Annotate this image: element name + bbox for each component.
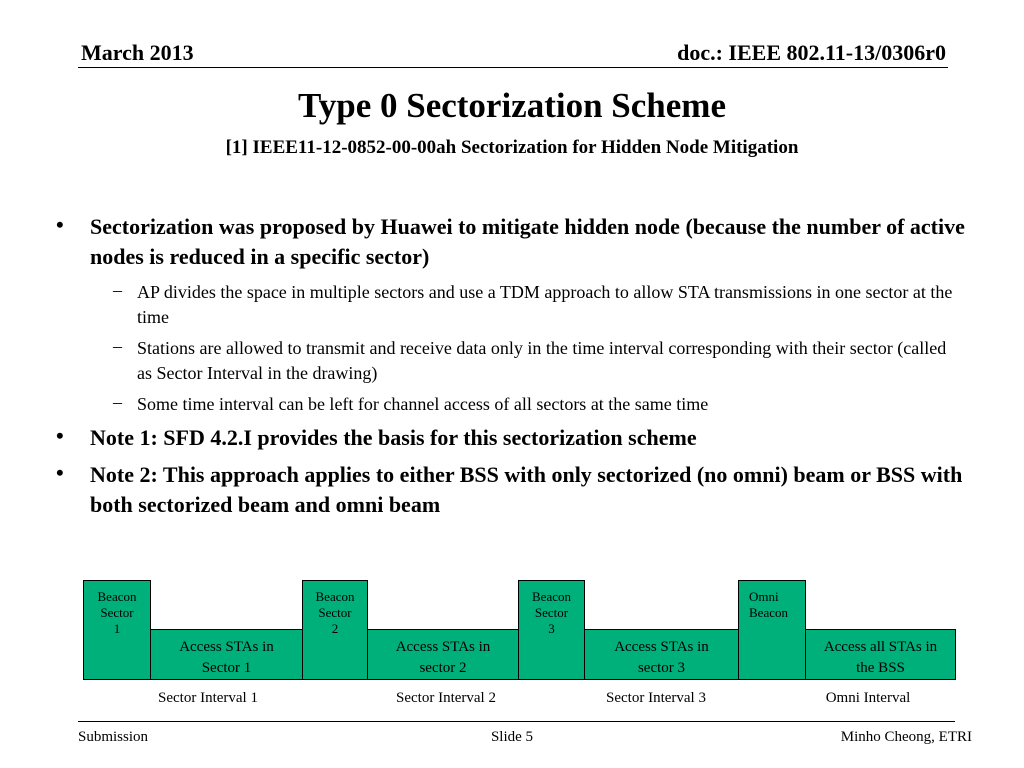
sub-bullet-marker: –: [113, 280, 122, 300]
beacon-label: Beacon: [532, 589, 571, 604]
beacon-label: 3: [548, 621, 555, 636]
access-label: Access all STAs in: [823, 639, 938, 655]
slide-subtitle: [1] IEEE11-12-0852-00-00ah Sectorization for Hidden Node Mitigation: [225, 137, 799, 158]
beacon-label: Beacon: [315, 589, 355, 604]
interval-label: Sector Interval 3: [606, 690, 706, 706]
access-box: [150, 629, 303, 680]
access-label: Sector 1: [201, 660, 252, 676]
beacon-label: Beacon: [749, 605, 788, 620]
beacon-label: Sector: [100, 605, 134, 620]
beacon-box: [302, 580, 368, 680]
access-box: [367, 629, 519, 680]
footer-submission: Submission: [78, 729, 149, 745]
beacon-label: Beacon: [97, 589, 137, 604]
interval-label: Omni Interval: [825, 690, 911, 706]
footer-rule: [78, 721, 955, 722]
sub-bullet-text: Some time interval can be left for channel access of all sectors at the same time: [137, 394, 709, 414]
beacon-box: [83, 580, 151, 680]
sub-bullet-marker: –: [113, 392, 122, 412]
omni-beacon-box: [738, 580, 806, 680]
bullet-marker: •: [56, 460, 64, 485]
access-label: the BSS: [856, 660, 905, 676]
beacon-label: Sector: [318, 605, 352, 620]
access-label: sector 2: [419, 660, 467, 676]
interval-label: Sector Interval 1: [158, 690, 258, 706]
access-box: [805, 629, 956, 680]
bullet-text: Note 2: This approach applies to either BSS with only sectorized (no omni) beam or BSS with both sectorized beam and omni beam: [90, 462, 963, 517]
access-label: Access STAs in: [395, 639, 491, 655]
access-label: Access STAs in: [614, 639, 709, 655]
beacon-label: 2: [331, 621, 339, 636]
bullet-text: Sectorization was proposed by Huawei to mitigate hidden node (because the number of active nodes is reduced in a specific sector): [90, 214, 965, 269]
beacon-label: Omni: [749, 589, 779, 604]
footer-slide-number: Slide 5: [490, 729, 534, 745]
bullet-text: Note 1: SFD 4.2.I provides the basis for this sectorization scheme: [90, 425, 697, 450]
header-date: March 2013: [81, 40, 194, 65]
bullet-marker: •: [56, 423, 64, 448]
sub-bullet-text: AP divides the space in multiple sectors and use a TDM approach to allow STA transmissions in one sector at the time: [137, 282, 953, 327]
beacon-label: 1: [113, 621, 121, 636]
interval-label: Sector Interval 2: [396, 690, 496, 706]
access-box: [584, 629, 739, 680]
sub-bullet-text: Stations are allowed to transmit and receive data only in the time interval corresponding with their sector (called as Sector Interval in the drawing): [137, 338, 947, 383]
header-doc-id: doc.: IEEE 802.11-13/0306r0: [677, 40, 946, 65]
slide-title: Type 0 Sectorization Scheme: [297, 86, 726, 125]
access-label: sector 3: [637, 660, 686, 676]
access-label: Access STAs in: [179, 639, 274, 655]
beacon-box: [518, 580, 585, 680]
footer-author: Minho Cheong, ETRI: [840, 729, 972, 745]
header-rule: [78, 67, 948, 68]
sub-bullet-marker: –: [113, 336, 122, 356]
beacon-label: Sector: [534, 605, 569, 620]
bullet-marker: •: [56, 212, 64, 237]
